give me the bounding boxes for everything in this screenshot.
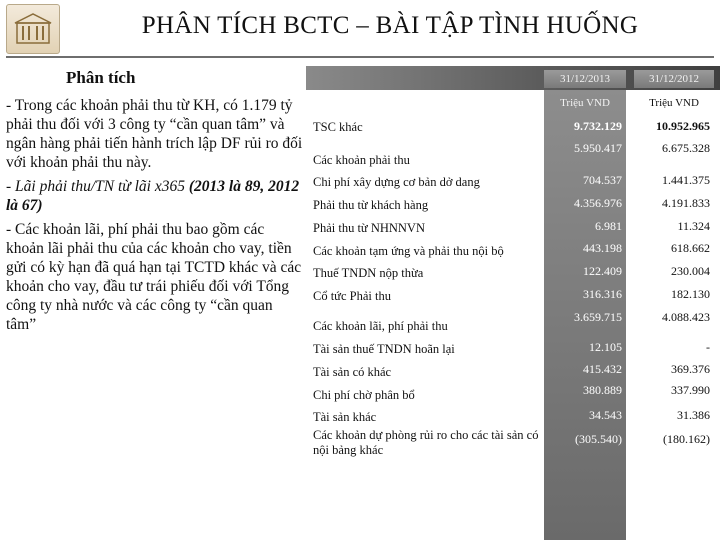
value-2013: 122.409 <box>583 264 622 278</box>
analysis-point-2-formula: - Lãi phải thu/TN từ lãi x365 <box>6 178 189 195</box>
value-2013: 34.543 <box>589 408 622 422</box>
page-title: PHÂN TÍCH BCTC – BÀI TẬP TÌNH HUỐNG <box>141 12 639 39</box>
value-2013: 316.316 <box>583 287 622 301</box>
row-label: Phải thu từ NHNNVN <box>313 221 425 235</box>
row-label: Các khoản dự phòng rủi ro cho các tài sản có nội bảng khác <box>313 428 539 457</box>
value-2013: 443.198 <box>583 241 622 255</box>
value-2012: 618.662 <box>671 241 710 255</box>
row-label: Thuế TNDN nộp thừa <box>313 266 424 280</box>
analysis-point-2 <box>6 177 304 215</box>
value-2013: (305.540) <box>575 432 622 446</box>
value-2012: 4.088.423 <box>662 310 710 324</box>
value-2012: (180.162) <box>663 432 710 446</box>
analysis-point-1: - Trong các khoản phải thu từ KH, có 1.179 tỷ phải thu đối với 3 công ty “cần quan tâm” và ngân hàng phải tiến hành trích lập DF rủi ro đối với khoản phải thu này. <box>6 97 303 171</box>
col-header-2013: 31/12/2013 <box>544 70 626 88</box>
unit-2012: Triệu VND <box>649 97 699 109</box>
row-label: Các khoản phải thu <box>313 153 410 167</box>
value-2012: 31.386 <box>677 408 710 422</box>
col-header-2012: 31/12/2012 <box>634 70 714 88</box>
value-2013: 6.981 <box>595 219 622 233</box>
bank-logo-icon <box>6 4 60 54</box>
unit-2013: Triệu VND <box>560 97 610 109</box>
row-label: TSC khác <box>313 120 363 134</box>
value-2013: 415.432 <box>583 362 622 376</box>
analysis-point-3: - Các khoản lãi, phí phải thu bao gồm các khoản lãi phải thu của các khoản cho vay, tiền gửi có kỳ hạn đã quá hạn tại TCTD khác và các khoản cho vay, đầu tư trái phiếu đối với Tổng công ty nhà nước và các công ty “cần quan tâm” <box>6 221 302 333</box>
value-2012: 1.441.375 <box>662 173 710 187</box>
row-label: Tài sản thuế TNDN hoãn lại <box>313 342 455 356</box>
value-2012: 6.675.328 <box>662 141 710 155</box>
value-2012: 369.376 <box>671 362 710 376</box>
value-2013: 9.732.129 <box>574 119 622 133</box>
row-label: Tài sản khác <box>313 410 377 424</box>
value-2013: 5.950.417 <box>574 141 622 155</box>
row-label: Các khoản tạm ứng và phải thu nội bộ <box>313 244 504 258</box>
value-2012: 10.952.965 <box>656 119 710 133</box>
row-label: Chi phí chờ phân bổ <box>313 388 415 402</box>
value-2012: 4.191.833 <box>662 196 710 210</box>
value-2012: 337.990 <box>671 383 710 397</box>
row-label: Cổ tức Phải thu <box>313 289 391 303</box>
value-2012: 230.004 <box>671 264 710 278</box>
row-label: Phải thu từ khách hàng <box>313 198 429 212</box>
value-2012: - <box>706 340 710 354</box>
value-2012: 182.130 <box>671 287 710 301</box>
analysis-text <box>6 96 304 339</box>
value-2013: 4.356.976 <box>574 196 622 210</box>
title-divider <box>6 56 714 58</box>
analysis-point-2-values: (2013 là 89, 2012 là 67) <box>6 178 300 214</box>
value-2013: 704.537 <box>583 173 622 187</box>
value-2013: 12.105 <box>589 340 622 354</box>
section-heading: Phân tích <box>66 68 136 87</box>
value-2012: 11.324 <box>677 219 710 233</box>
row-label: Tài sản có khác <box>313 365 392 379</box>
row-label: Chi phí xây dựng cơ bản dở dang <box>313 175 480 189</box>
value-2013: 3.659.715 <box>574 310 622 324</box>
row-label: Các khoản lãi, phí phải thu <box>313 319 448 333</box>
value-2013: 380.889 <box>583 383 622 397</box>
